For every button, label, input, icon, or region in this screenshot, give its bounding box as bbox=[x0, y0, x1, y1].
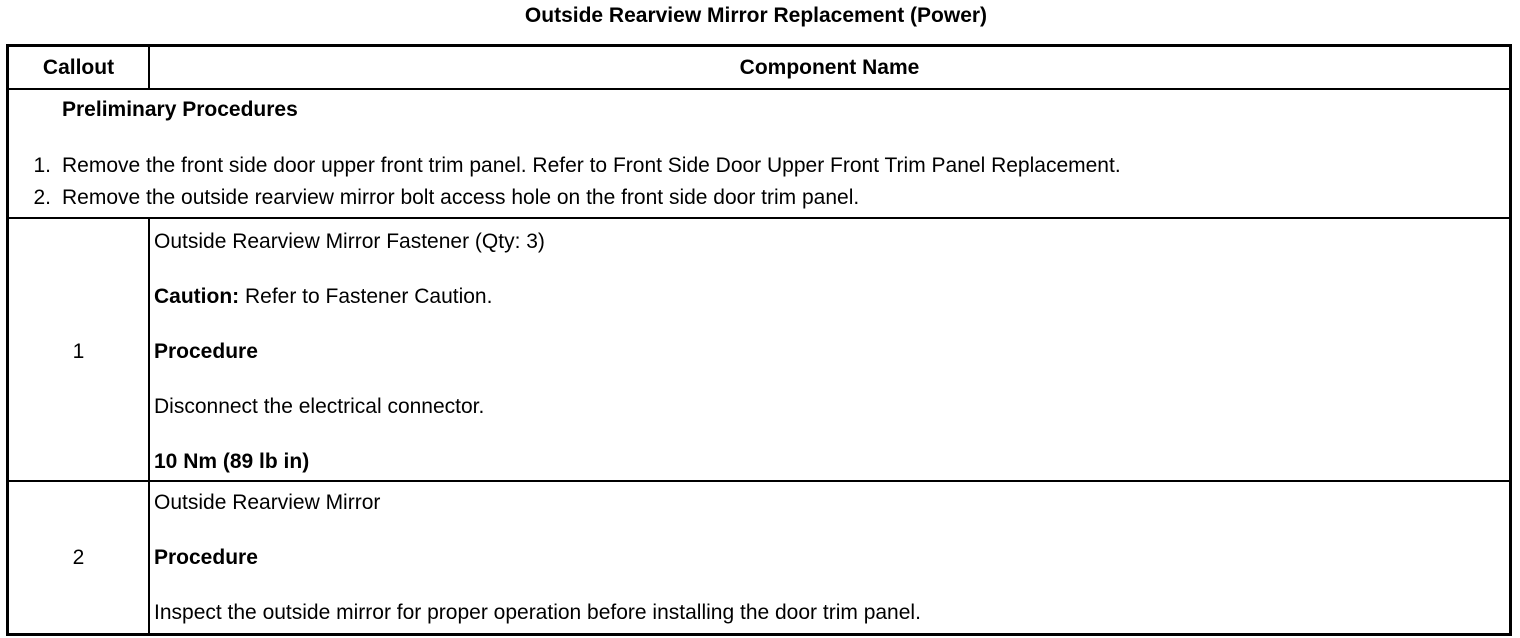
procedure-text: Inspect the outside mirror for proper operation before installing the door trim panel. bbox=[154, 601, 921, 624]
step-text: Remove the front side door upper front trim panel. Refer to Front Side Door Upper Front Trim Panel Replacement. bbox=[62, 154, 1121, 177]
step-number: 2. bbox=[33, 186, 51, 209]
caution-label: Caution: bbox=[154, 285, 240, 308]
procedure-label: Procedure bbox=[154, 340, 258, 363]
procedure-text: Disconnect the electrical connector. bbox=[154, 395, 485, 418]
row-2-column-divider bbox=[148, 481, 150, 633]
callout-number: 2 bbox=[72, 546, 85, 569]
caution-text: Refer to Fastener Caution. bbox=[239, 285, 493, 308]
torque-spec: 10 Nm (89 lb in) bbox=[154, 450, 310, 473]
header-column-divider bbox=[148, 47, 150, 89]
procedure-label: Procedure bbox=[154, 546, 258, 569]
component-name: Outside Rearview Mirror Fastener (Qty: 3) bbox=[154, 230, 545, 253]
step-text: Remove the outside rearview mirror bolt access hole on the front side door trim panel. bbox=[62, 186, 860, 209]
caution-note bbox=[154, 284, 492, 310]
step-number: 1. bbox=[33, 154, 51, 177]
component-name: Outside Rearview Mirror bbox=[154, 491, 381, 514]
header-callout: Callout bbox=[42, 56, 115, 79]
preliminary-heading: Preliminary Procedures bbox=[62, 98, 298, 121]
row-1-column-divider bbox=[148, 218, 150, 480]
callout-number: 1 bbox=[72, 340, 85, 363]
header-component-name: Component Name bbox=[739, 56, 920, 79]
procedure-table bbox=[6, 44, 1512, 636]
header-divider bbox=[9, 88, 1509, 90]
page-title: Outside Rearview Mirror Replacement (Power) bbox=[524, 4, 988, 27]
row-divider bbox=[9, 480, 1509, 482]
row-divider bbox=[9, 217, 1509, 219]
